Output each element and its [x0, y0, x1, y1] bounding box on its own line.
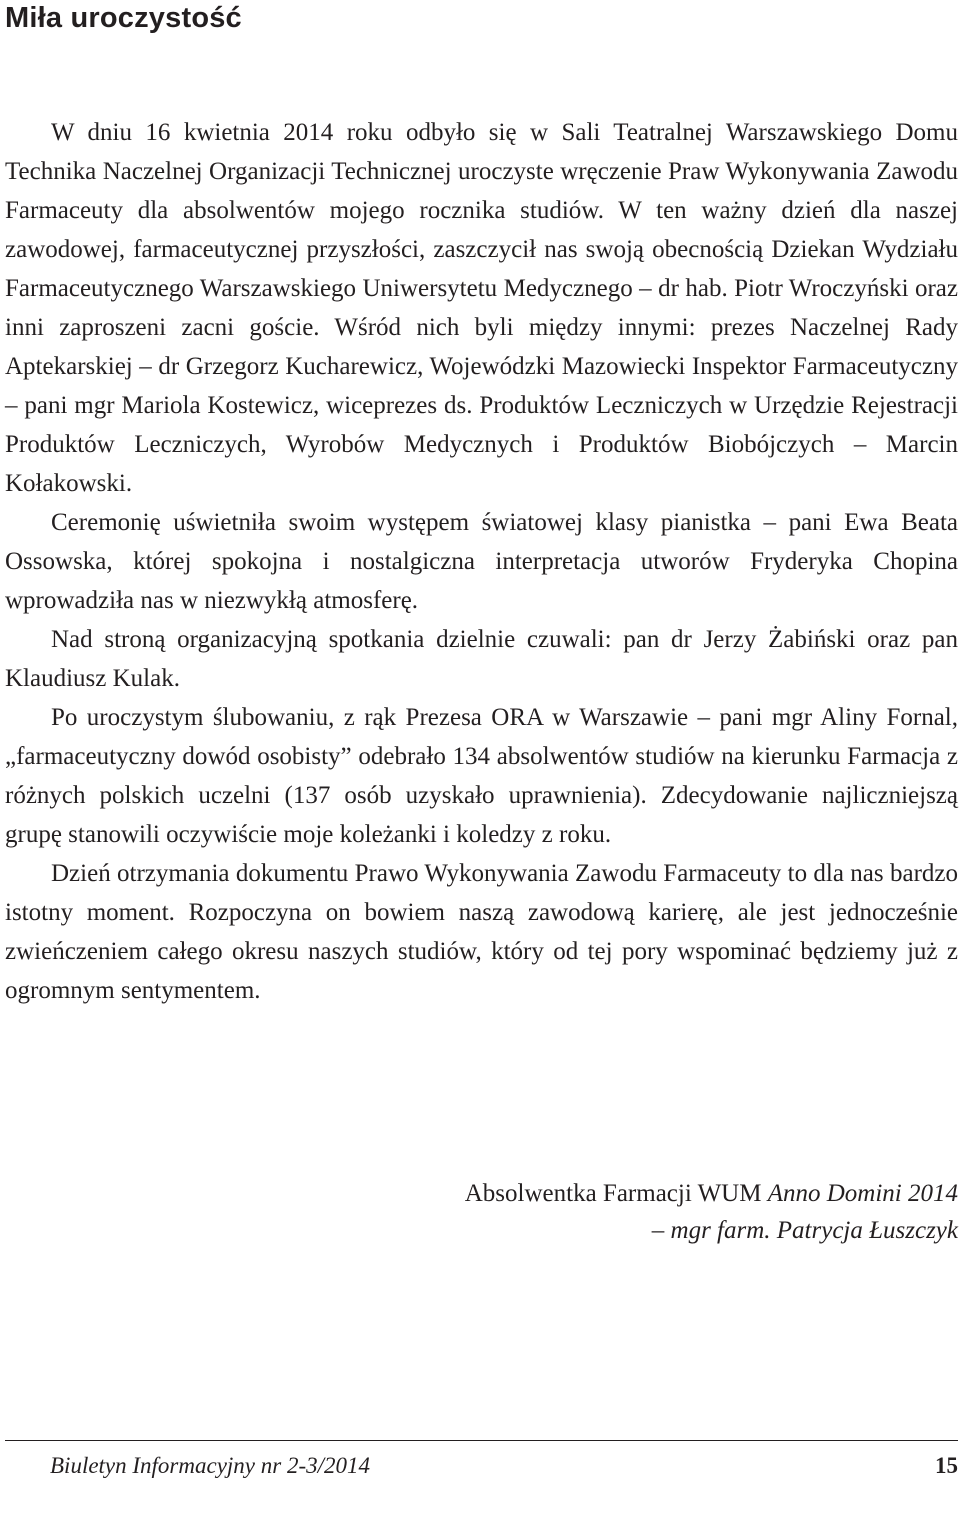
signature-block	[465, 1175, 958, 1249]
paragraph-3: Nad stroną organizacyjną spotkania dzielnie czuwali: pan dr Jerzy Żabiński oraz pan Klaudiusz Kulak.	[5, 626, 958, 692]
article-title: Miła uroczystość	[5, 2, 242, 34]
paragraph-2: Ceremonię uświetniła swoim występem światowej klasy pianistka – pani Ewa Beata Ossowska, której spokojna i nostalgiczna interpretacja utworów Fryderyka Chopina wprowadziła nas w niezwykłą atmosferę.	[5, 509, 958, 614]
signature-line-1	[465, 1175, 958, 1212]
paragraph-4: Po uroczystym ślubowaniu, z rąk Prezesa ORA w Warszawie – pani mgr Aliny Fornal, „farmaceutyczny dowód osobisty” odebrało 134 absolwentów studiów na kierunku Farmacja z różnych polskich uczelni (137 osób uzyskało uprawnienia). Zdecydowanie najliczniejszą grupę stanowili oczywiście moje koleżanki i koledzy z roku.	[5, 704, 958, 848]
page-number: 15	[935, 1453, 958, 1478]
signature-author: – mgr farm. Patrycja Łuszczyk	[651, 1217, 958, 1244]
paragraph-5: Dzień otrzymania dokumentu Prawo Wykonywania Zawodu Farmaceuty to dla nas bardzo istotny moment. Rozpoczyna on bowiem naszą zawodową karierę, ale jest jednocześnie zwieńczeniem całego okresu naszych studiów, który od tej pory wspominać będziemy już z ogromnym sentymentem.	[5, 860, 958, 1004]
footer-publication: Biuletyn Informacyjny nr 2-3/2014	[50, 1453, 371, 1478]
signature-year: Anno Domini 2014	[767, 1180, 958, 1207]
signature-affiliation: Absolwentka Farmacji WUM	[464, 1180, 768, 1207]
footer-divider	[5, 1440, 958, 1441]
article-body	[5, 113, 958, 1010]
paragraph-1: W dniu 16 kwietnia 2014 roku odbyło się w Sali Teatralnej Warszawskiego Domu Technika Naczelnej Organizacji Technicznej uroczyste wręczenie Praw Wykonywania Zawodu Farmaceuty dla absolwentów mojego rocznika studiów. W ten ważny dzień dla naszej zawodowej, farmaceutycznej przyszłości, zaszczycił nas swoją obecnością Dziekan Wydziału Farmaceutycznego Warszawskiego Uniwersytetu Medycznego – dr hab. Piotr Wroczyński oraz inni zaproszeni zacni goście. Wśród nich byli między innymi: prezes Naczelnej Rady Aptekarskiej – dr Grzegorz Kucharewicz, Wojewódzki Mazowiecki Inspektor Farmaceutyczny – pani mgr Mariola Kostewicz, wiceprezes ds. Produktów Leczniczych w Urzędzie Rejestracji Produktów Leczniczych, Wyrobów Medycznych i Produktów Biobójczych – Marcin Kołakowski.	[5, 119, 958, 497]
